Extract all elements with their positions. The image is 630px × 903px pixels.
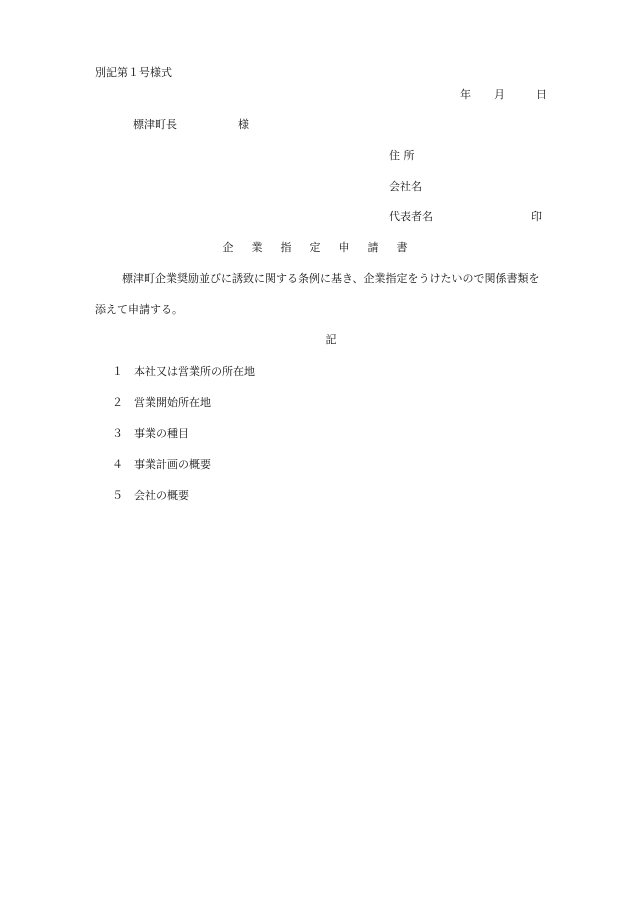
ki-heading: 記 (325, 333, 337, 346)
recipient-name: 標津町長 (133, 118, 177, 131)
list-item (112, 397, 211, 408)
list-item-label: 会社の概要 (134, 489, 189, 502)
list-item-number: ３ (112, 427, 123, 440)
list-item-number: ４ (112, 458, 123, 471)
list-item-label: 事業の種目 (134, 427, 189, 440)
list-item-label: 本社又は営業所の所在地 (134, 365, 255, 378)
title-char: 請 (367, 241, 379, 254)
document-title (0, 242, 630, 253)
recipient-line (133, 118, 249, 131)
form-number-label: 別記第１号様式 (95, 66, 172, 79)
list-item (112, 366, 255, 377)
title-char: 企 (222, 241, 234, 254)
title-char: 指 (280, 241, 292, 254)
representative-label: 代表者名 (389, 210, 433, 223)
date-month-label: 月 (494, 88, 505, 101)
body-text-line-2: 添えて申請する。 (95, 303, 183, 316)
list-item-number: ２ (112, 396, 123, 409)
company-name-label: 会社名 (389, 180, 422, 193)
date-year-label: 年 (460, 88, 471, 101)
title-char: 定 (309, 241, 321, 254)
list-item-number: １ (112, 365, 123, 378)
recipient-honorific: 様 (238, 118, 249, 131)
address-label: 住 所 (389, 149, 415, 162)
seal-label: 印 (531, 210, 542, 223)
list-item-label: 営業開始所在地 (134, 396, 211, 409)
date-day-label: 日 (536, 88, 547, 101)
date-line (460, 89, 547, 100)
list-item (112, 490, 189, 501)
list-item (112, 459, 211, 470)
list-item-number: ５ (112, 489, 123, 502)
title-char: 書 (396, 241, 408, 254)
list-item (112, 428, 189, 439)
title-char: 業 (251, 241, 263, 254)
title-char: 申 (338, 241, 350, 254)
body-text-line-1: 標津町企業奨励並びに誘致に関する条例に基き、企業指定をうけたいので関係書類を (122, 272, 540, 285)
list-item-label: 事業計画の概要 (134, 458, 211, 471)
